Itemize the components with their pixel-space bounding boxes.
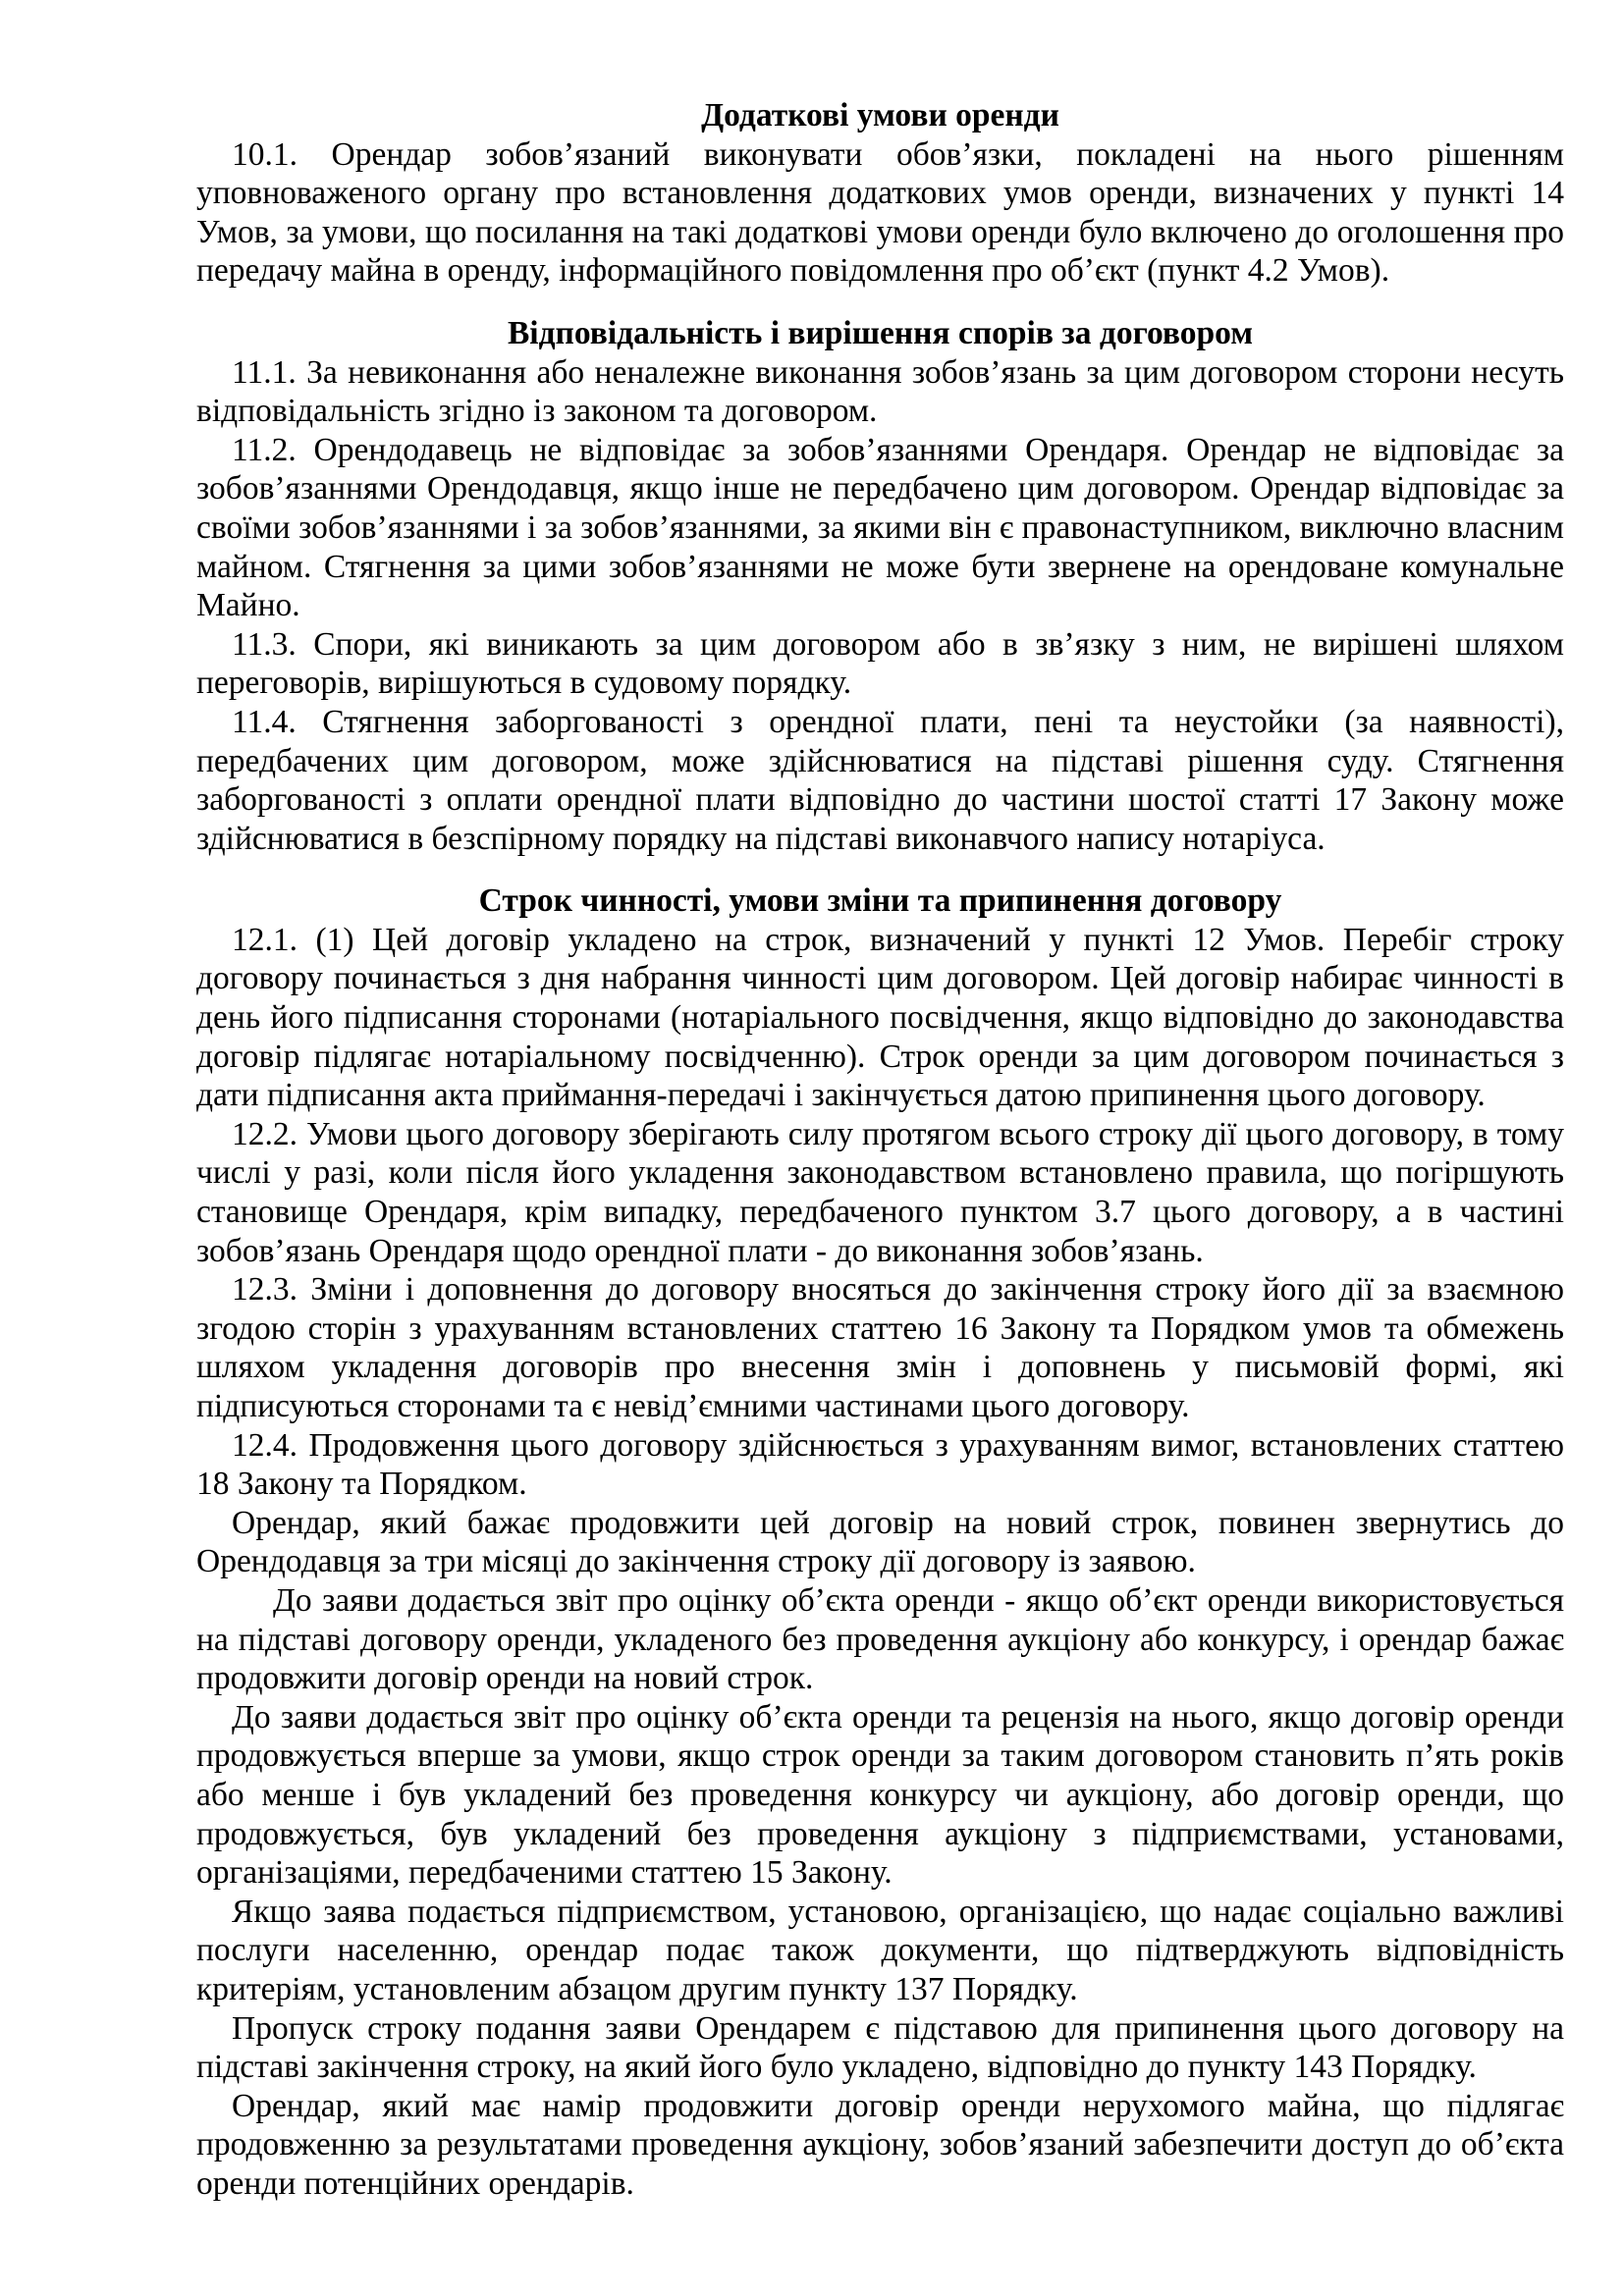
document-page bbox=[196, 96, 1564, 2203]
section-liability-disputes bbox=[196, 314, 1564, 858]
section-additional-terms bbox=[196, 96, 1564, 291]
paragraph-11-2: 11.2. Орендодавець не відповідає за зобов’язаннями Орендаря. Орендар не відповідає за зобов’язаннями Орендодавця, якщо інше не передбачено цим договором. Орендар відповідає за своїми зобов’язаннями і за зобов’язаннями, за якими він є правонаступником, виключно власним майном. Стягнення за цими зобов’язаннями не може бути звернене на орендоване комунальне Майно. bbox=[196, 431, 1564, 624]
paragraph-missed-deadline: Пропуск строку подання заяви Орендарем є підставою для припинення цього договору на підставі закінчення строку, на який його було укладено, відповідно до пункту 143 Порядку. bbox=[196, 2009, 1564, 2086]
paragraph-12-4: 12.4. Продовження цього договору здійснюється з урахуванням вимог, встановлених статтею 18 Закону та Порядком. bbox=[196, 1426, 1564, 1503]
paragraph-valuation-review: До заяви додається звіт про оцінку об’єкта оренди та рецензія на нього, якщо договір оренди продовжується вперше за умови, якщо строк оренди за таким договором становить п’ять років або менше і був укладений без проведення конкурсу чи аукціону, або договір оренди, що продовжується, був укладений без проведення аукціону з підприємствами, установами, організаціями, передбаченими статтею 15 Закону. bbox=[196, 1698, 1564, 1892]
section-heading: Додаткові умови оренди bbox=[701, 97, 1059, 133]
paragraph-10-1: 10.1. Орендар зобов’язаний виконувати обов’язки, покладені на нього рішенням уповноваженого органу про встановлення додаткових умов оренди, визначених у пункті 14 Умов, за умови, що посилання на такі додаткові умови оренди було включено до оголошення про передачу майна в оренду, інформаційного повідомлення про об’єкт (пункт 4.2 Умов). bbox=[196, 135, 1564, 290]
paragraph-extension-request: Орендар, який бажає продовжити цей договір на новий строк, повинен звернутись до Орендодавця за три місяці до закінчення строку дії договору із заявою. bbox=[196, 1504, 1564, 1580]
paragraph-valuation-report: До заяви додається звіт про оцінку об’єкта оренди - якщо об’єкт оренди використовується на підставі договору оренди, укладеного без проведення аукціону або конкурсу, і орендар бажає продовжити договір оренди на новий строк. bbox=[196, 1581, 1564, 1697]
paragraph-11-4: 11.4. Стягнення заборгованості з орендної плати, пені та неустойки (за наявності), передбачених цим договором, може здійснюватися на підставі рішення суду. Стягнення заборгованості з оплати орендної плати відповідно до частини шостої статті 17 Закону може здійснюватися в безспірному порядку на підставі виконавчого напису нотаріуса. bbox=[196, 703, 1564, 857]
paragraph-auction-access: Орендар, який має намір продовжити договір оренди нерухомого майна, що підлягає продовженню за результатами проведення аукціону, зобов’язаний забезпечити доступ до об’єкта оренди потенційних орендарів. bbox=[196, 2087, 1564, 2202]
paragraph-12-3: 12.3. Зміни і доповнення до договору вносяться до закінчення строку його дії за взаємною згодою сторін з урахуванням встановлених статтею 16 Закону та Порядком умов та обмежень шляхом укладення договорів про внесення змін і доповнень у письмовій формі, які підписуються сторонами та є невід’ємними частинами цього договору. bbox=[196, 1271, 1564, 1424]
paragraph-11-3: 11.3. Спори, які виникають за цим договором або в зв’язку з ним, не вирішені шляхом переговорів, вирішуються в судовому порядку. bbox=[196, 625, 1564, 702]
section-heading: Відповідальність і вирішення спорів за договором bbox=[507, 314, 1254, 351]
section-term-amendment-termination bbox=[196, 881, 1564, 2203]
paragraph-social-services: Якщо заява подається підприємством, установою, організацією, що надає соціально важливі послуги населенню, орендар подає також документи, що підтверджують відповідність критеріям, установленим абзацом другим пункту 137 Порядку. bbox=[196, 1893, 1564, 2007]
paragraph-12-1: 12.1. (1) Цей договір укладено на строк, визначений у пункті 12 Умов. Перебіг строку договору починається з дня набрання чинності цим договором. Цей договір набирає чинності в день його підписання сторонами (нотаріального посвідчення, якщо відповідно до законодавства договір підлягає нотаріальному посвідченню). Строк оренди за цим договором починається з дати підписання акта приймання-передачі і закінчується датою припинення цього договору. bbox=[196, 921, 1564, 1114]
paragraph-11-1: 11.1. За невиконання або неналежне виконання зобов’язань за цим договором сторони несуть відповідальність згідно із законом та договором. bbox=[196, 353, 1564, 430]
section-heading: Строк чинності, умови зміни та припинення договору bbox=[478, 882, 1282, 920]
paragraph-12-2: 12.2. Умови цього договору зберігають силу протягом всього строку дії цього договору, в тому числі у разі, коли після його укладення законодавством встановлено правила, що погіршують становище Орендаря, крім випадку, передбаченого пунктом 3.7 цього договору, а в частині зобов’язань Орендаря щодо орендної плати - до виконання зобов’язань. bbox=[196, 1115, 1564, 1269]
